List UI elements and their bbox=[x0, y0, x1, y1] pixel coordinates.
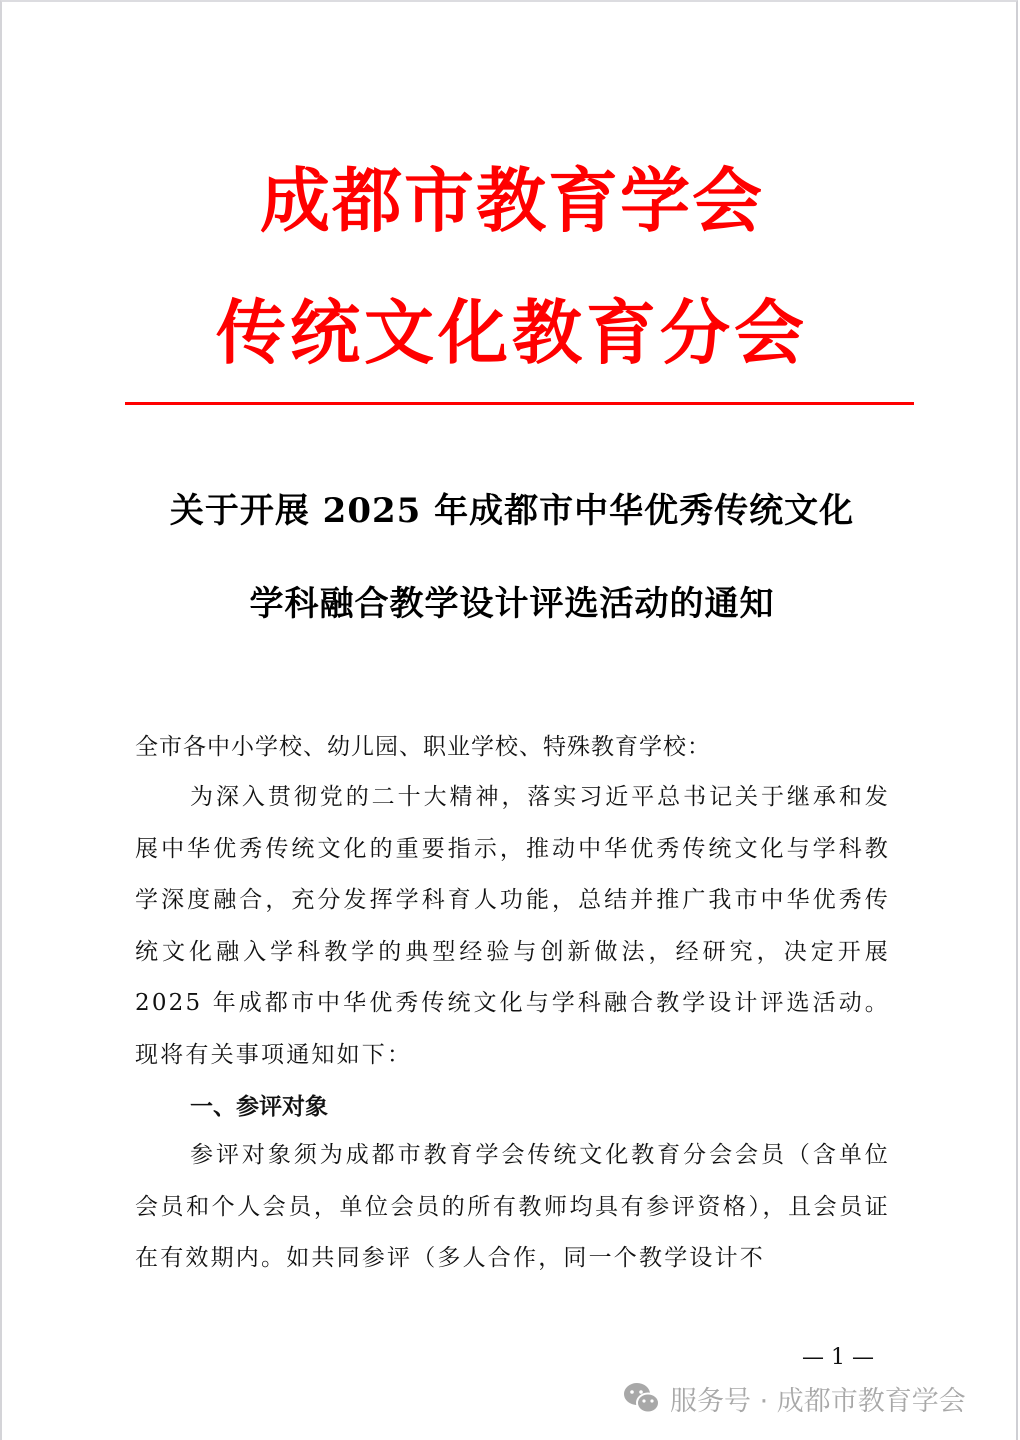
wechat-icon bbox=[622, 1381, 662, 1415]
paragraph-participants: 参评对象须为成都市教育学会传统文化教育分会会员（含单位会员和个人会员，单位会员的所有教师均具有参评资格），且会员证在有效期内。如共同参评（多人合作，同一个教学设计不 bbox=[135, 1142, 890, 1271]
watermark-text: 服务号 · 成都市教育学会 bbox=[670, 1385, 966, 1417]
section-heading-participants: 一、参评对象 bbox=[190, 1094, 328, 1120]
document-title-line2: 学科融合教学设计评选活动的通知 bbox=[249, 584, 775, 624]
org-name-line1: 成都市教育学会 bbox=[260, 159, 764, 242]
watermark bbox=[622, 1378, 966, 1418]
red-divider bbox=[125, 402, 914, 405]
paragraph-intro: 为深入贯彻党的二十大精神，落实习近平总书记关于继承和发展中华优秀传统文化的重要指示，推动中华优秀传统文化与学科教学深度融合，充分发挥学科育人功能，总结并推广我市中华优秀传统文化融入学科教学的典型经验与创新做法，经研究，决定开展 2025 年成都市中华优秀传统文化与学科融合教学设计评选活动。现将有关事项通知如下： bbox=[135, 784, 890, 1068]
salutation: 全市各中小学校、幼儿园、职业学校、特殊教育学校： bbox=[135, 734, 711, 760]
org-name-line2: 传统文化教育分会 bbox=[216, 291, 808, 374]
document-title-line1: 关于开展 2025 年成都市中华优秀传统文化 bbox=[169, 491, 855, 531]
page-number: — 1 — bbox=[802, 1345, 874, 1370]
